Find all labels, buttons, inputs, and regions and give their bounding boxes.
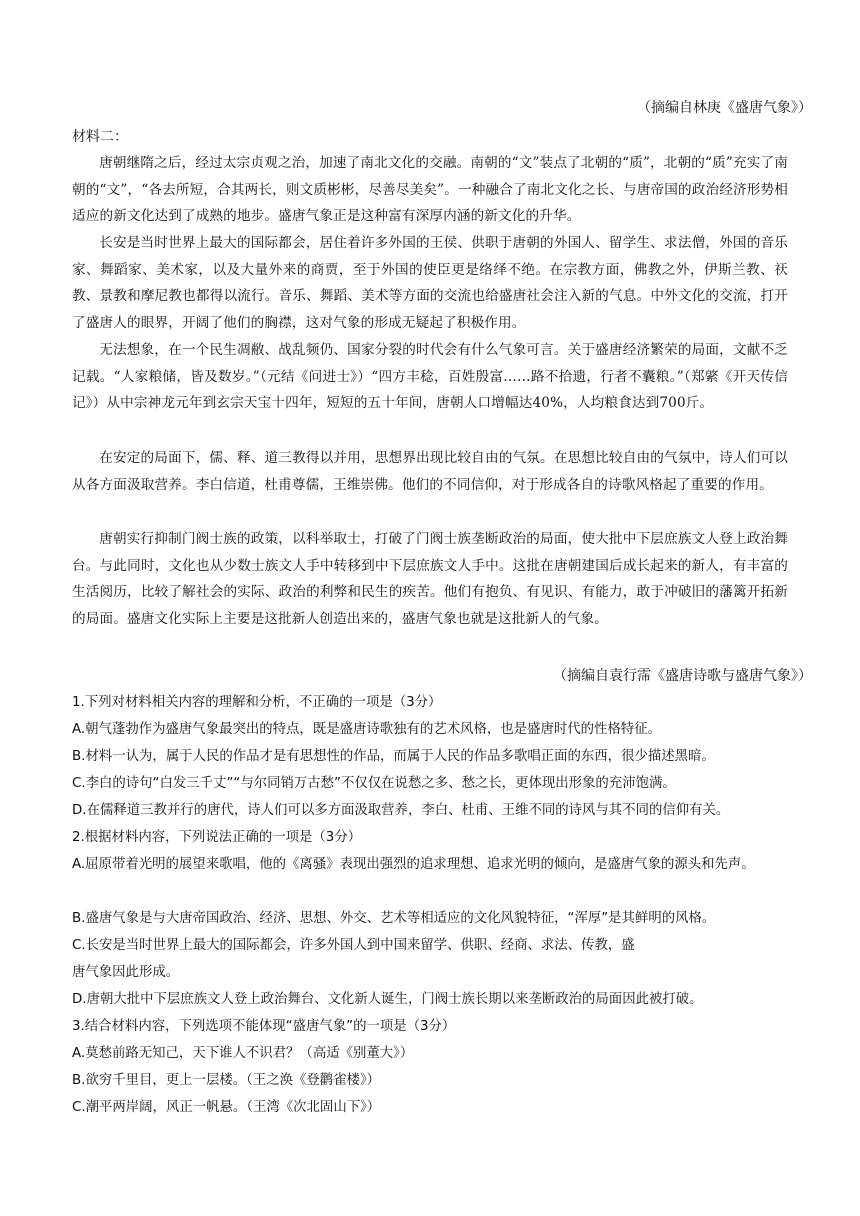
paragraph-5: 唐朝实行抑制门阀士族的政策，以科举取士，打破了门阀士族垄断政治的局面，使大批中下层庶族文人登上政治舞台。与此同时，文化也从少数士族文人手中转移到中下层庶族文人手中。这批在唐朝建国后成长起来的新人，有丰富的生活阅历，比较了解社会的实际、政治的利弊和民生的疾苦。他们有抱负、有见识、有能力，敢于冲破旧的藩篱开拓新的局面。盛唐文化实际上主要是这批新人创造出来的，盛唐气象也就是这批新人的气象。 [72,531,788,627]
question-3-option-c: C.潮平两岸阔，风正一帆悬。（王湾《次北固山下》） [72,1100,381,1115]
question-3-option-a: A.莫愁前路无知己，天下谁人不识君？（高适《别董大》） [72,1046,414,1061]
question-1-stem: 1.下列对材料相关内容的理解和分析，不正确的一项是（3分） [72,695,442,710]
question-2-stem: 2.根据材料内容，下列说法正确的一项是（3分） [72,830,362,845]
question-2-option-c: C.长安是当时世界上最大的国际都会，许多外国人到中国来留学、供职、经商、求法、传教，盛 [72,938,635,953]
source-citation-2: （摘编自袁行霈《盛唐诗歌与盛唐气象》） [553,668,812,684]
material-2-label: 材料二： [72,129,128,145]
question-3-stem: 3.结合材料内容，下列选项不能体现“盛唐气象”的一项是（3分） [72,1019,456,1034]
question-2-option-a: A.屈原带着光明的展望来歌唱，他的《离骚》表现出强烈的追求理想、追求光明的倾向，是盛唐气象的源头和先声。 [72,857,755,872]
question-1-option-a: A.朝气蓬勃作为盛唐气象最突出的特点，既是盛唐诗歌独有的艺术风格，也是盛唐时代的性格特征。 [72,722,661,737]
question-1-option-b: B.材料一认为，属于人民的作品才是有思想性的作品，而属于人民的作品多歌唱正面的东西，很少描述黑暗。 [72,749,715,764]
question-3-option-b: B.欲穷千里目，更上一层楼。（王之涣《登鹳雀楼》） [72,1073,381,1088]
question-2-option-b: B.盛唐气象是与大唐帝国政治、经济、思想、外交、艺术等相适应的文化风貌特征，“浑厚”是其鲜明的风格。 [72,911,716,926]
source-citation-1: （摘编自林庚《盛唐气象》） [637,100,812,116]
question-2-option-d: D.唐朝大批中下层庶族文人登上政治舞台、文化新人诞生，门阀士族长期以来垄断政治的局面因此被打破。 [72,992,703,1007]
paragraph-4: 在安定的局面下，儒、释、道三教得以并用，思想界出现比较自由的气氛。在思想比较自由的气氛中，诗人们可以从各方面汲取营养。李白信道，杜甫尊儒，王维崇佛。他们的不同信仰，对于形成各自的诗歌风格起了重要的作用。 [72,450,788,493]
paragraph-1: 唐朝继隋之后，经过太宗贞观之治，加速了南北文化的交融。南朝的“文”装点了北朝的“质”，北朝的“质”充实了南朝的“文”，“各去所短，合其两长，则文质彬彬，尽善尽美矣”。一种融合了南北文化之长、与唐帝国的政治经济形势相适应的新文化达到了成熟的地步。盛唐气象正是这种富有深厚内涵的新文化的升华。 [72,155,788,224]
question-1-option-c: C.李白的诗句“白发三千丈”“与尔同销万古愁”不仅仅在说愁之多、愁之长，更体现出形象的充沛饱满。 [72,776,676,791]
question-2-option-c-continued: 唐气象因此形成。 [72,965,180,980]
paragraph-2: 长安是当时世界上最大的国际都会，居住着许多外国的王侯、供职于唐朝的外国人、留学生、求法僧，外国的音乐家、舞蹈家、美术家，以及大量外来的商贾，至于外国的使臣更是络绎不绝。在宗教方面，佛教之外，伊斯兰教、祆教、景教和摩尼教也都得以流行。音乐、舞蹈、美术等方面的交流也给盛唐社会注入新的气息。中外文化的交流，打开了盛唐人的眼界，开阔了他们的胸襟，这对气象的形成无疑起了积极作用。 [72,235,788,331]
paragraph-3: 无法想象，在一个民生凋敝、战乱频仍、国家分裂的时代会有什么气象可言。关于盛唐经济繁荣的局面，文献不乏记载。“人家粮储，皆及数岁。”（元结《问进士》）“四方丰稔，百姓殷富……路不拾遗，行者不囊粮。”（郑綮《开天传信记》）从中宗神龙元年到玄宗天宝十四年，短短的五十年间，唐朝人口增幅达40%，人均粮食达到700斤。 [72,342,788,411]
question-1-option-d: D.在儒释道三教并行的唐代，诗人们可以多方面汲取营养，李白、杜甫、王维不同的诗风与其不同的信仰有关。 [72,803,730,818]
